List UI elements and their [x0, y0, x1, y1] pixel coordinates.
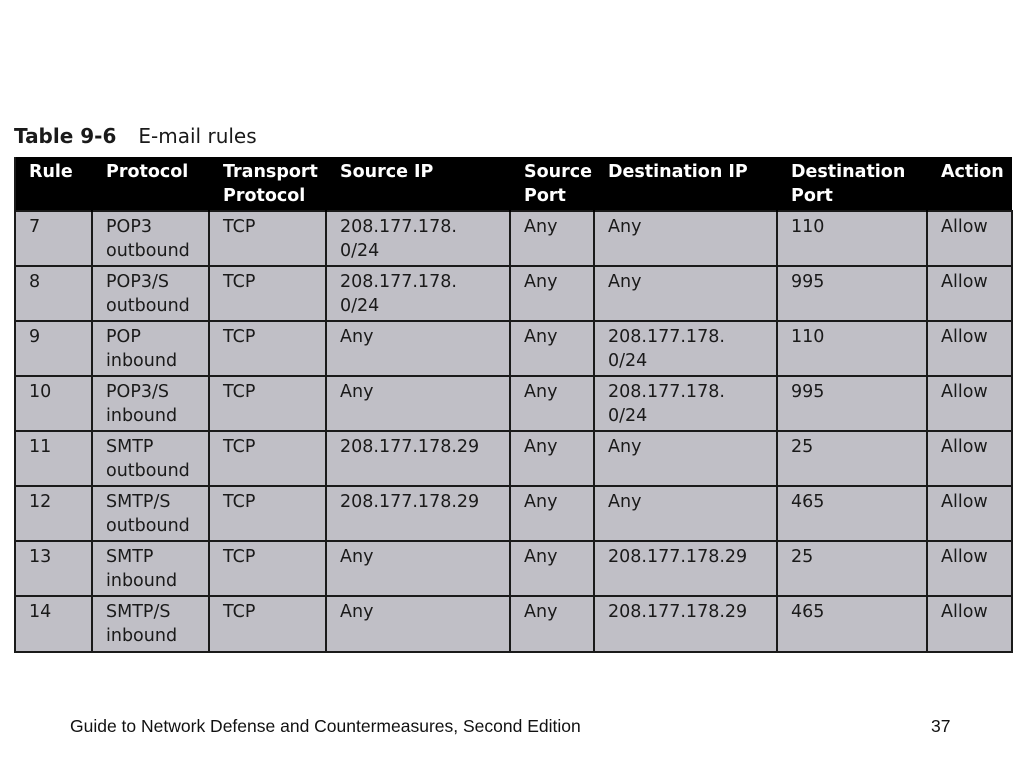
cell-text: Any	[608, 272, 642, 292]
cell-text: Any	[524, 382, 558, 402]
cell-text: 13	[29, 547, 52, 567]
cell-source-port	[510, 541, 594, 596]
table-row	[15, 266, 1012, 321]
cell-destination-port	[777, 596, 927, 652]
column-header-text: Port	[791, 186, 833, 206]
cell-text: SMTP/S	[106, 492, 171, 512]
cell-text: outbound	[106, 516, 190, 536]
cell-destination-port	[777, 211, 927, 266]
cell-source-port	[510, 321, 594, 376]
cell-protocol	[92, 486, 209, 541]
cell-text: Any	[524, 602, 558, 622]
cell-text: 14	[29, 602, 52, 622]
cell-source-ip	[326, 596, 510, 652]
cell-destination-ip	[594, 266, 777, 321]
cell-transport-protocol	[209, 541, 326, 596]
cell-text: 465	[791, 602, 825, 622]
cell-protocol	[92, 376, 209, 431]
cell-text: 208.177.178.29	[608, 547, 748, 567]
column-header-text: Protocol	[106, 162, 189, 182]
page-number: 37	[931, 716, 951, 736]
cell-source-ip	[326, 541, 510, 596]
cell-rule	[15, 596, 92, 652]
table-caption-label: Table 9-6	[14, 124, 117, 148]
email-rules-table	[14, 157, 1013, 653]
table-caption-title: E-mail rules	[138, 124, 257, 148]
cell-rule	[15, 431, 92, 486]
column-header-text: Action	[941, 162, 1004, 182]
cell-text: 9	[29, 327, 41, 347]
cell-source-ip	[326, 266, 510, 321]
cell-action	[927, 266, 1012, 321]
cell-destination-port	[777, 266, 927, 321]
cell-text: inbound	[106, 351, 178, 371]
column-header-transport-protocol	[209, 157, 326, 211]
cell-text: 10	[29, 382, 52, 402]
column-header-source-port	[510, 157, 594, 211]
cell-text: 0/24	[340, 296, 380, 316]
cell-action	[927, 321, 1012, 376]
cell-text: 465	[791, 492, 825, 512]
column-header-text: Port	[524, 186, 566, 206]
column-header-text: Destination	[791, 162, 906, 182]
cell-transport-protocol	[209, 486, 326, 541]
cell-action	[927, 211, 1012, 266]
table-row	[15, 321, 1012, 376]
cell-rule	[15, 486, 92, 541]
cell-text: 0/24	[340, 241, 380, 261]
table-caption	[14, 124, 257, 148]
cell-text: inbound	[106, 626, 178, 646]
cell-source-port	[510, 376, 594, 431]
cell-text: Allow	[941, 547, 988, 567]
column-header-text: Source IP	[340, 162, 434, 182]
column-header-action	[927, 157, 1012, 211]
cell-destination-ip	[594, 541, 777, 596]
cell-destination-ip	[594, 321, 777, 376]
cell-protocol	[92, 431, 209, 486]
cell-text: SMTP/S	[106, 602, 171, 622]
cell-source-port	[510, 266, 594, 321]
table-row	[15, 376, 1012, 431]
table-row	[15, 211, 1012, 266]
cell-text: outbound	[106, 461, 190, 481]
cell-source-port	[510, 596, 594, 652]
cell-text: Any	[524, 272, 558, 292]
cell-text: Any	[608, 492, 642, 512]
cell-text: 11	[29, 437, 52, 457]
table-body	[15, 211, 1012, 652]
cell-text: TCP	[223, 602, 256, 622]
cell-transport-protocol	[209, 266, 326, 321]
cell-transport-protocol	[209, 321, 326, 376]
cell-destination-ip	[594, 211, 777, 266]
cell-text: SMTP	[106, 547, 154, 567]
cell-text: POP	[106, 327, 141, 347]
cell-protocol	[92, 266, 209, 321]
cell-text: Any	[524, 437, 558, 457]
cell-text: 208.177.178.	[340, 272, 457, 292]
column-header-text: Source	[524, 162, 592, 182]
cell-text: 25	[791, 437, 814, 457]
cell-protocol	[92, 211, 209, 266]
cell-text: Any	[340, 547, 374, 567]
cell-transport-protocol	[209, 376, 326, 431]
cell-text: Allow	[941, 327, 988, 347]
cell-text: 208.177.178.29	[608, 602, 748, 622]
cell-text: Any	[524, 327, 558, 347]
cell-text: TCP	[223, 272, 256, 292]
cell-text: SMTP	[106, 437, 154, 457]
cell-text: 995	[791, 272, 825, 292]
cell-text: 208.177.178.	[340, 217, 457, 237]
cell-rule	[15, 541, 92, 596]
cell-text: TCP	[223, 327, 256, 347]
cell-text: TCP	[223, 217, 256, 237]
cell-destination-port	[777, 541, 927, 596]
cell-text: Any	[608, 217, 642, 237]
cell-text: inbound	[106, 406, 178, 426]
cell-source-port	[510, 431, 594, 486]
cell-text: Allow	[941, 492, 988, 512]
cell-text: POP3/S	[106, 382, 170, 402]
cell-protocol	[92, 541, 209, 596]
cell-text: Allow	[941, 272, 988, 292]
cell-source-ip	[326, 376, 510, 431]
column-header-destination-port	[777, 157, 927, 211]
cell-action	[927, 376, 1012, 431]
cell-text: 995	[791, 382, 825, 402]
cell-destination-port	[777, 431, 927, 486]
footer-title: Guide to Network Defense and Countermeasures, Second Edition	[70, 716, 581, 736]
cell-destination-port	[777, 486, 927, 541]
cell-text: Allow	[941, 382, 988, 402]
cell-text: Any	[524, 547, 558, 567]
table-row	[15, 541, 1012, 596]
cell-rule	[15, 211, 92, 266]
cell-text: TCP	[223, 547, 256, 567]
cell-text: Any	[340, 602, 374, 622]
cell-destination-ip	[594, 376, 777, 431]
column-header-text: Rule	[29, 162, 73, 182]
cell-text: Allow	[941, 437, 988, 457]
cell-transport-protocol	[209, 211, 326, 266]
cell-rule	[15, 321, 92, 376]
cell-text: TCP	[223, 382, 256, 402]
cell-text: outbound	[106, 296, 190, 316]
cell-text: TCP	[223, 492, 256, 512]
cell-text: TCP	[223, 437, 256, 457]
cell-source-ip	[326, 431, 510, 486]
cell-text: 0/24	[608, 351, 648, 371]
cell-text: 110	[791, 327, 825, 347]
column-header-text: Protocol	[223, 186, 306, 206]
cell-text: 208.177.178.	[608, 327, 725, 347]
column-header-protocol	[92, 157, 209, 211]
cell-destination-ip	[594, 431, 777, 486]
cell-source-port	[510, 211, 594, 266]
cell-rule	[15, 376, 92, 431]
cell-source-ip	[326, 486, 510, 541]
cell-text: Any	[340, 382, 374, 402]
cell-transport-protocol	[209, 596, 326, 652]
cell-text: 7	[29, 217, 41, 237]
cell-text: Any	[608, 437, 642, 457]
cell-action	[927, 486, 1012, 541]
column-header-rule	[15, 157, 92, 211]
cell-text: inbound	[106, 571, 178, 591]
cell-text: Any	[524, 492, 558, 512]
cell-action	[927, 541, 1012, 596]
cell-text: 110	[791, 217, 825, 237]
cell-destination-port	[777, 376, 927, 431]
cell-text: 208.177.178.29	[340, 437, 480, 457]
cell-source-port	[510, 486, 594, 541]
cell-destination-ip	[594, 486, 777, 541]
cell-text: POP3/S	[106, 272, 170, 292]
cell-text: Allow	[941, 217, 988, 237]
cell-text: 208.177.178.29	[340, 492, 480, 512]
cell-transport-protocol	[209, 431, 326, 486]
table-header-row	[15, 157, 1012, 211]
cell-text: 0/24	[608, 406, 648, 426]
cell-action	[927, 431, 1012, 486]
cell-text: Allow	[941, 602, 988, 622]
cell-text: outbound	[106, 241, 190, 261]
table-row	[15, 431, 1012, 486]
cell-protocol	[92, 321, 209, 376]
cell-text: 208.177.178.	[608, 382, 725, 402]
cell-protocol	[92, 596, 209, 652]
cell-destination-port	[777, 321, 927, 376]
cell-text: Any	[524, 217, 558, 237]
cell-destination-ip	[594, 596, 777, 652]
column-header-destination-ip	[594, 157, 777, 211]
cell-source-ip	[326, 211, 510, 266]
column-header-source-ip	[326, 157, 510, 211]
cell-source-ip	[326, 321, 510, 376]
column-header-text: Destination IP	[608, 162, 748, 182]
cell-text: Any	[340, 327, 374, 347]
cell-rule	[15, 266, 92, 321]
table-row	[15, 486, 1012, 541]
cell-text: POP3	[106, 217, 153, 237]
column-header-text: Transport	[223, 162, 318, 182]
cell-text: 12	[29, 492, 52, 512]
cell-action	[927, 596, 1012, 652]
cell-text: 25	[791, 547, 814, 567]
cell-text: 8	[29, 272, 41, 292]
table-row	[15, 596, 1012, 652]
